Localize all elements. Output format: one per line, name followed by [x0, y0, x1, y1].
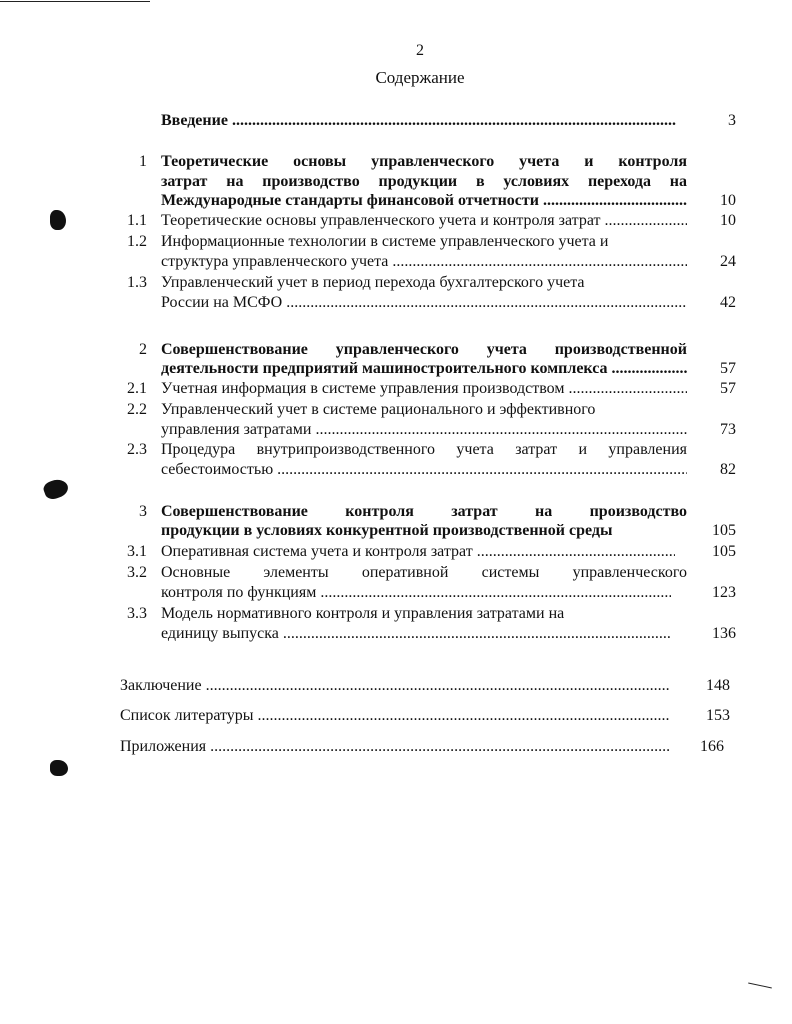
subsection-title[interactable]: Оперативная система учета и контроля затрат .....	[161, 542, 675, 562]
subsection-number: 3.3	[127, 605, 147, 622]
scan-mark-3	[50, 760, 68, 776]
subsection-number: 1.3	[127, 274, 147, 291]
subsection-number: 2.1	[127, 380, 147, 397]
subsection-number: 1.1	[127, 212, 147, 229]
section-page: 10	[720, 192, 736, 209]
subsection-page: 10	[720, 212, 736, 229]
section-title-line[interactable]: Совершенствование контроля затрат на производство	[161, 503, 687, 520]
subsection-page: 73	[720, 421, 736, 438]
subsection-number: 3.2	[127, 564, 147, 581]
subsection-number: 1.2	[127, 233, 147, 250]
section-title-line[interactable]: Совершенствование управленческого учета производственной	[161, 341, 687, 358]
section-title-line[interactable]: Теоретические основы управленческого учета и контроля	[161, 153, 687, 170]
toc-references[interactable]: Список литературы .....	[120, 706, 670, 726]
section-number: 2	[139, 341, 147, 358]
toc-appendices-page: 166	[700, 738, 724, 755]
section-title-line[interactable]: продукции в условиях конкурентной производственной среды	[161, 522, 613, 539]
subsection-title[interactable]: Теоретические основы управленческого учета и контроля затрат .....	[161, 211, 687, 231]
subsection-title[interactable]: Управленческий учет в период перехода бухгалтерского учета	[161, 274, 585, 291]
toc-intro-page: 3	[728, 112, 736, 129]
subsection-page: 123	[712, 584, 736, 601]
scan-artifact-top	[0, 1, 150, 2]
toc-appendices[interactable]: Приложения .....	[120, 737, 670, 757]
section-number: 1	[139, 153, 147, 170]
subsection-number: 3.1	[127, 543, 147, 560]
subsection-page: 42	[720, 294, 736, 311]
toc-conclusion[interactable]: Заключение .....	[120, 676, 670, 696]
subsection-title[interactable]: структура управленческого учета .....	[161, 252, 687, 272]
subsection-title[interactable]: Процедура внутрипроизводственного учета затрат и управления	[161, 441, 687, 458]
subsection-number: 2.2	[127, 401, 147, 418]
subsection-number: 2.3	[127, 441, 147, 458]
subsection-page: 136	[712, 625, 736, 642]
section-page: 57	[720, 360, 736, 377]
subsection-title[interactable]: Основные элементы оперативной системы управленческого	[161, 564, 687, 581]
subsection-page: 105	[712, 543, 736, 560]
subsection-title[interactable]: Модель нормативного контроля и управления затратами на	[161, 605, 565, 622]
subsection-title[interactable]: контроля по функциям .....	[161, 583, 671, 603]
subsection-title[interactable]: себестоимостью .....	[161, 460, 687, 480]
scan-mark-1	[50, 210, 66, 230]
subsection-title[interactable]: Учетная информация в системе управления производством .....	[161, 379, 687, 399]
section-page: 105	[712, 522, 736, 539]
toc-references-page: 153	[706, 707, 730, 724]
section-title-line[interactable]: деятельности предприятий машиностроительного комплекса .....	[161, 359, 687, 379]
section-number: 3	[139, 503, 147, 520]
subsection-page: 24	[720, 253, 736, 270]
section-title-line[interactable]: Международные стандарты финансовой отчетности .....	[161, 191, 687, 211]
toc-conclusion-page: 148	[706, 677, 730, 694]
subsection-title[interactable]: управления затратами .....	[161, 420, 687, 440]
scan-artifact-bottom	[748, 983, 772, 989]
page-number: 2	[416, 42, 424, 59]
subsection-page: 57	[720, 380, 736, 397]
section-title-line[interactable]: затрат на производство продукции в условиях перехода на	[161, 173, 687, 190]
subsection-title[interactable]: России на МСФО .....	[161, 293, 687, 313]
scan-mark-2	[42, 476, 71, 501]
subsection-title[interactable]: Управленческий учет в системе рационального и эффективного	[161, 401, 596, 418]
toc-title: Содержание	[375, 68, 465, 87]
subsection-title[interactable]: Информационные технологии в системе управленческого учета и	[161, 233, 609, 250]
subsection-title[interactable]: единицу выпуска .....	[161, 624, 671, 644]
toc-intro-label[interactable]: Введение .....	[161, 111, 676, 131]
subsection-page: 82	[720, 461, 736, 478]
